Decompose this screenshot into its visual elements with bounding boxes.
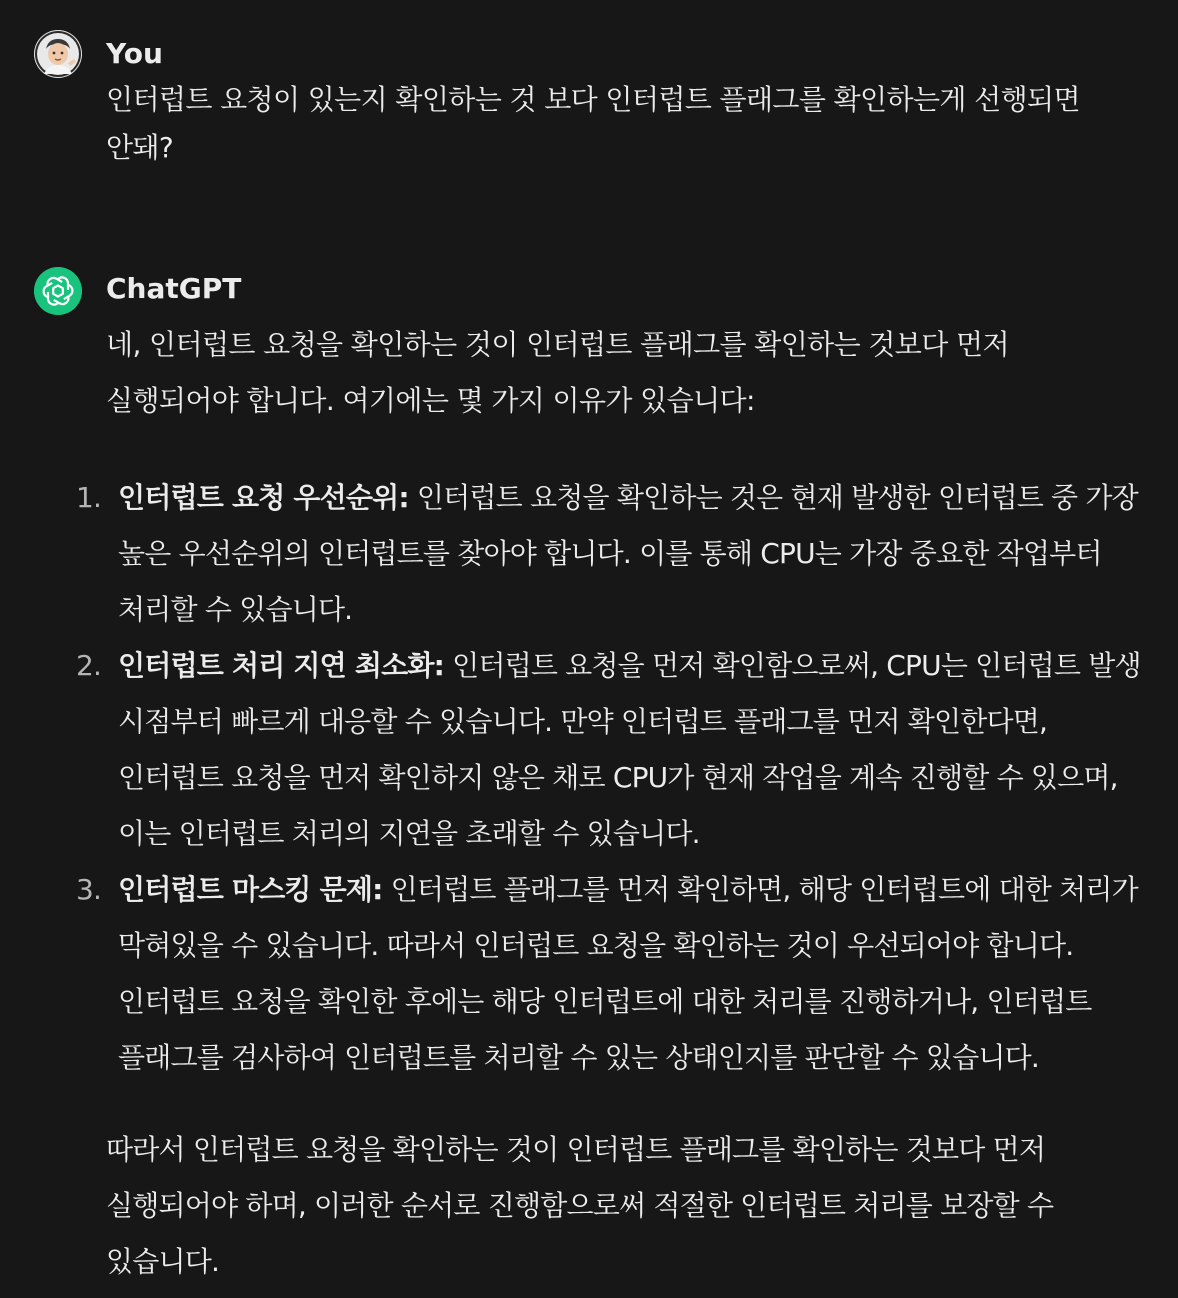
user-name: You (106, 37, 163, 70)
list-item (0, 470, 1142, 638)
memoji-avatar-icon[interactable] (34, 30, 82, 78)
list-item (0, 862, 1142, 1086)
list-item-body: 인터럽트 요청을 확인하는 것은 현재 발생한 인터럽트 중 가장 높은 우선순위의 인터럽트를 찾아야 합니다. 이를 통해 CPU는 가장 중요한 작업부터 처리할 수 있습니다. (118, 481, 1138, 626)
list-item-body: 인터럽트 요청을 먼저 확인함으로써, CPU는 인터럽트 발생 시점부터 빠르게 대응할 수 있습니다. 만약 인터럽트 플래그를 먼저 확인한다면, 인터럽트 요청을 먼저 확인하지 않은 채로 CPU가 현재 작업을 계속 진행할 수 있으며, 이는 인터럽트 처리의 지연을 초래할 수 있습니다. (118, 649, 1141, 850)
list-item-number: 1. (76, 481, 102, 514)
list-item (0, 638, 1142, 862)
list-item-title: 인터럽트 요청 우선순위 (118, 481, 399, 514)
assistant-intro (106, 317, 1132, 429)
list-item-colon: : (433, 649, 444, 682)
list-item-colon: : (398, 481, 409, 514)
reasons-list (0, 470, 1142, 1086)
user-message-text: 인터럽트 요청이 있는지 확인하는 것 보다 인터럽트 플래그를 확인하는게 선행되면 안돼? (106, 83, 1080, 164)
openai-logo-icon (34, 267, 82, 315)
list-item-number: 2. (76, 649, 102, 682)
list-item-number: 3. (76, 873, 102, 906)
assistant-name: ChatGPT (106, 272, 242, 305)
assistant-intro-text: 네, 인터럽트 요청을 확인하는 것이 인터럽트 플래그를 확인하는 것보다 먼저 실행되어야 합니다. 여기에는 몇 가지 이유가 있습니다: (106, 328, 1009, 417)
list-item-colon: : (372, 873, 383, 906)
assistant-summary: 따라서 인터럽트 요청을 확인하는 것이 인터럽트 플래그를 확인하는 것보다 먼저 실행되어야 하며, 이러한 순서로 진행함으로써 적절한 인터럽트 처리를 보장할 수 있습니다. (106, 1133, 1054, 1278)
list-item-title: 인터럽트 처리 지연 최소화 (118, 649, 434, 682)
list-item-body: 인터럽트 플래그를 먼저 확인하면, 해당 인터럽트에 대한 처리가 막혀있을 수 있습니다. 따라서 인터럽트 요청을 확인하는 것이 우선되어야 합니다. 인터럽트 요청을 확인한 후에는 해당 인터럽트에 대한 처리를 진행하거나, 인터럽트 플래그를 검사하여 인터럽트를 처리할 수 있는 상태인지를 판단할 수 있습니다. (118, 873, 1138, 1074)
list-item-title: 인터럽트 마스킹 문제 (118, 873, 373, 906)
